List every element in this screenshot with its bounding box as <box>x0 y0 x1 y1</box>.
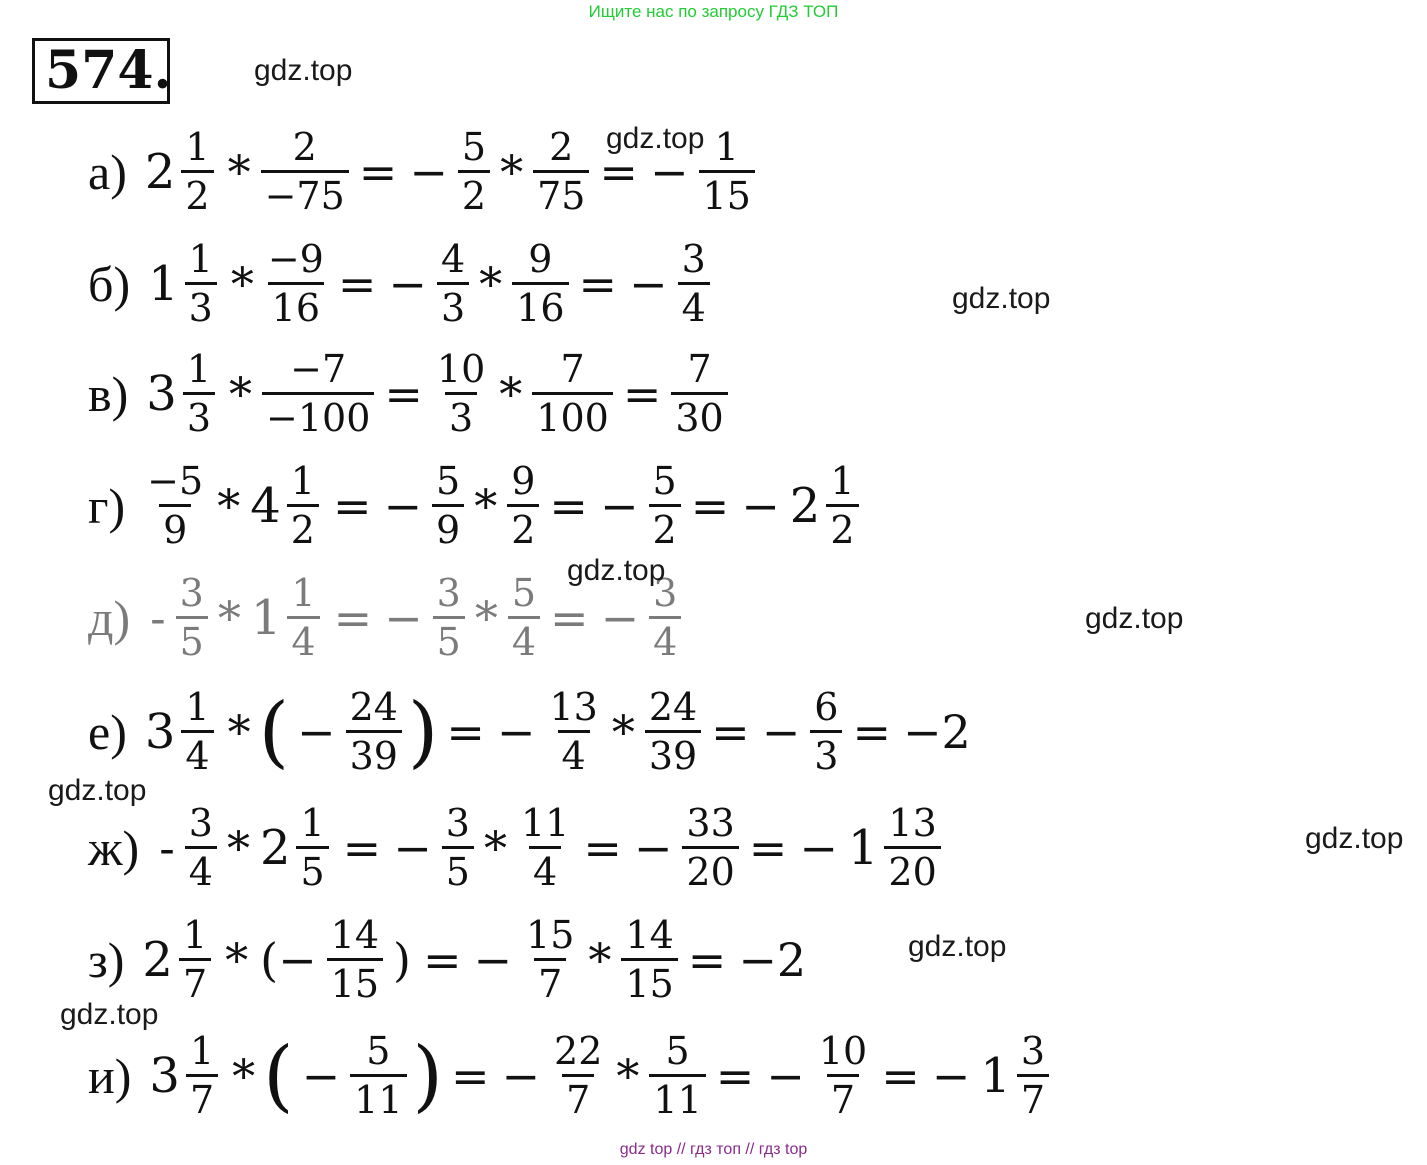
fraction <box>264 237 328 330</box>
operator: * <box>227 704 251 759</box>
operator: − <box>388 256 427 311</box>
operator: = <box>622 366 662 421</box>
operator: * <box>232 1048 256 1103</box>
operator: −2 <box>738 932 807 987</box>
operator: − <box>633 820 673 875</box>
fraction <box>512 237 568 330</box>
denominator: 15 <box>327 958 383 1003</box>
numerator: 1 <box>189 1029 215 1073</box>
operator: − <box>473 932 513 987</box>
operator: * <box>474 590 498 645</box>
mixed-number <box>148 237 221 330</box>
operator: * <box>226 820 250 875</box>
watermark: gdz.top <box>908 930 1007 963</box>
operator: * <box>500 144 524 199</box>
denominator: 3 <box>437 282 469 327</box>
fraction <box>649 1029 705 1122</box>
denominator: 9 <box>432 504 464 549</box>
operator: = <box>333 590 373 645</box>
fraction <box>432 459 464 552</box>
numerator: 14 <box>625 913 674 957</box>
operator: * <box>474 478 498 533</box>
operator: − <box>501 1048 541 1103</box>
numerator: −7 <box>290 347 347 391</box>
denominator: 7 <box>179 958 211 1003</box>
operator: * <box>588 932 612 987</box>
denominator: 4 <box>181 730 213 775</box>
numerator: 15 <box>526 913 575 957</box>
numerator: 5 <box>652 459 677 503</box>
whole-part: 1 <box>148 255 179 312</box>
operator: = <box>852 704 891 759</box>
mixed-number <box>250 571 324 664</box>
fraction <box>287 459 319 552</box>
item-label: и) <box>88 1047 132 1104</box>
operator: − <box>301 1048 341 1103</box>
denominator: 7 <box>1017 1074 1049 1119</box>
denominator: −75 <box>261 170 349 215</box>
watermark: gdz.top <box>60 998 159 1031</box>
operator: = <box>690 478 730 533</box>
operator: − <box>741 478 780 533</box>
whole-part: 3 <box>144 703 176 760</box>
mixed-number <box>142 913 215 1006</box>
fraction <box>442 801 474 894</box>
numerator: 24 <box>648 685 698 729</box>
numerator: 5 <box>461 125 487 169</box>
denominator: 7 <box>534 958 566 1003</box>
operator: = <box>687 932 727 987</box>
operator: − <box>761 704 801 759</box>
fraction <box>346 685 402 778</box>
operator: = <box>358 144 398 199</box>
item-label: а) <box>88 143 127 200</box>
operator: − <box>799 820 838 875</box>
operator: = <box>384 366 423 421</box>
numerator: 10 <box>818 1029 868 1073</box>
denominator: 4 <box>558 730 590 775</box>
numerator: 1 <box>182 913 208 957</box>
fraction <box>649 459 681 552</box>
numerator: 5 <box>436 459 461 503</box>
parenthesis: ) <box>407 686 439 777</box>
search-hint: Ищите нас по запросу ГДЗ ТОП <box>588 2 839 21</box>
denominator: 4 <box>649 616 681 661</box>
numerator: 5 <box>665 1029 690 1073</box>
fraction <box>550 1029 606 1122</box>
operator: = <box>450 1048 490 1103</box>
parenthesis: ( <box>258 686 290 777</box>
denominator: 2 <box>507 504 539 549</box>
fraction <box>678 237 710 330</box>
whole-part: 2 <box>142 931 173 988</box>
fraction <box>327 913 383 1006</box>
watermark: gdz.top <box>1305 822 1404 855</box>
denominator: 3 <box>183 392 215 437</box>
operator: − <box>600 590 640 645</box>
operator: = <box>549 478 588 533</box>
denominator: 20 <box>884 846 940 891</box>
fraction <box>185 237 217 330</box>
whole-part: 2 <box>789 477 821 534</box>
denominator: 5 <box>442 846 474 891</box>
operator: = <box>550 590 589 645</box>
denominator: 16 <box>268 282 324 327</box>
mixed-number <box>847 801 945 894</box>
operator: = <box>715 1048 755 1103</box>
equation-row <box>88 571 685 664</box>
denominator: 16 <box>512 282 568 327</box>
denominator: 4 <box>287 616 319 661</box>
denominator: 75 <box>533 170 589 215</box>
numerator: 7 <box>560 347 585 391</box>
numerator: 33 <box>686 801 735 845</box>
fraction <box>699 125 755 218</box>
operator: * <box>217 590 241 645</box>
watermark: gdz.top <box>1085 602 1184 635</box>
operator: = <box>342 820 382 875</box>
denominator: 3 <box>445 392 477 437</box>
operator: ) <box>393 932 411 987</box>
operator: − <box>383 478 423 533</box>
fraction <box>508 571 540 664</box>
item-label: ж) <box>88 819 140 876</box>
operator: = <box>578 256 618 311</box>
numerator: 3 <box>188 801 213 845</box>
operator: = <box>337 256 377 311</box>
fraction <box>181 125 213 218</box>
fraction <box>682 801 738 894</box>
fraction <box>186 1029 218 1122</box>
operator: * <box>230 256 254 311</box>
numerator: 1 <box>300 801 325 845</box>
operator: = <box>881 1048 920 1103</box>
operator: * <box>616 1048 640 1103</box>
numerator: 2 <box>549 125 574 169</box>
denominator: 7 <box>827 1074 859 1119</box>
numerator: 3 <box>179 571 204 615</box>
denominator: 2 <box>458 170 490 215</box>
denominator: 30 <box>671 392 727 437</box>
whole-part: 1 <box>980 1047 1011 1104</box>
fraction <box>810 685 842 778</box>
fraction <box>181 685 213 778</box>
item-label: е) <box>88 703 127 760</box>
denominator: 100 <box>532 392 613 437</box>
item-label: в) <box>88 365 129 422</box>
equation-row <box>88 347 732 440</box>
mixed-number <box>149 1029 222 1122</box>
fraction <box>179 913 211 1006</box>
fraction <box>645 685 701 778</box>
equation-row <box>88 1029 1057 1122</box>
fraction <box>671 347 727 440</box>
equation-row <box>88 913 812 1006</box>
denominator: 7 <box>562 1074 594 1119</box>
fraction <box>433 571 465 664</box>
fraction <box>185 801 217 894</box>
whole-part: 4 <box>250 477 281 534</box>
numerator: 1 <box>830 459 855 503</box>
fraction <box>532 347 613 440</box>
denominator: 2 <box>649 504 681 549</box>
numerator: 4 <box>440 237 466 281</box>
denominator: 5 <box>176 616 208 661</box>
numerator: 13 <box>888 801 937 845</box>
operator: * <box>225 932 249 987</box>
item-label: з) <box>88 931 125 988</box>
denominator: 11 <box>350 1074 406 1119</box>
operator: − <box>384 590 423 645</box>
operator: − <box>599 478 639 533</box>
fraction <box>649 571 681 664</box>
numerator: 11 <box>520 801 570 845</box>
operator: * <box>227 144 251 199</box>
operator: −2 <box>903 704 971 759</box>
numerator: 3 <box>445 801 470 845</box>
operator: − <box>409 144 448 199</box>
whole-part: 3 <box>146 365 177 422</box>
numerator: 1 <box>291 571 316 615</box>
mixed-number <box>980 1029 1053 1122</box>
denominator: 4 <box>529 846 561 891</box>
operator: * <box>483 820 507 875</box>
operator: = <box>599 144 638 199</box>
operator: * <box>611 704 635 759</box>
denominator: 3 <box>810 730 842 775</box>
numerator: 3 <box>681 237 706 281</box>
fraction <box>517 801 573 894</box>
denominator: 5 <box>433 616 465 661</box>
fraction <box>287 571 319 664</box>
fraction <box>884 801 940 894</box>
whole-part: 2 <box>259 819 291 876</box>
fraction <box>621 913 677 1006</box>
denominator: 7 <box>186 1074 218 1119</box>
whole-part: 3 <box>149 1047 180 1104</box>
operator: = <box>446 704 485 759</box>
numerator: 1 <box>188 237 213 281</box>
operator: * <box>217 478 241 533</box>
numerator: 1 <box>714 125 739 169</box>
numerator: 9 <box>511 459 536 503</box>
equation-row <box>88 237 714 330</box>
denominator: 15 <box>621 958 677 1003</box>
operator: - <box>159 820 175 875</box>
numerator: 24 <box>349 685 398 729</box>
denominator: 39 <box>346 730 402 775</box>
item-label: г) <box>88 477 126 534</box>
equation-row <box>88 125 759 218</box>
item-label: б) <box>88 255 131 312</box>
fraction <box>261 125 349 218</box>
fraction <box>433 347 489 440</box>
watermark: gdz.top <box>567 554 666 587</box>
denominator: 9 <box>159 504 191 549</box>
numerator: 1 <box>290 459 315 503</box>
watermark: gdz.top <box>606 122 705 155</box>
mixed-number <box>146 347 219 440</box>
denominator: 2 <box>181 170 213 215</box>
whole-part: 1 <box>847 819 879 876</box>
operator: − <box>496 704 536 759</box>
numerator: 3 <box>436 571 461 615</box>
numerator: 13 <box>549 685 598 729</box>
denominator: 2 <box>826 504 858 549</box>
watermark: gdz.top <box>952 282 1051 315</box>
operator: − <box>931 1048 971 1103</box>
mixed-number <box>144 685 218 778</box>
watermark: gdz.top <box>48 774 147 807</box>
whole-part: 1 <box>250 589 282 646</box>
parenthesis: ) <box>412 1030 443 1121</box>
fraction <box>458 125 490 218</box>
denominator: 4 <box>508 616 540 661</box>
operator: − <box>766 1048 805 1103</box>
denominator: 20 <box>682 846 738 891</box>
fraction <box>176 571 208 664</box>
operator: * <box>229 366 252 421</box>
equation-row <box>88 685 977 778</box>
mixed-number <box>789 459 863 552</box>
numerator: 1 <box>185 685 210 729</box>
denominator: 4 <box>678 282 710 327</box>
denominator: 39 <box>645 730 701 775</box>
fraction <box>262 347 374 440</box>
denominator: 5 <box>296 846 328 891</box>
operator: = <box>332 478 372 533</box>
equation-row <box>88 459 867 552</box>
operator: * <box>479 256 503 311</box>
numerator: 1 <box>186 347 211 391</box>
operator: − <box>649 144 689 199</box>
item-label: д) <box>88 589 131 646</box>
mixed-number <box>144 125 218 218</box>
mixed-number <box>259 801 333 894</box>
fraction <box>507 459 539 552</box>
numerator: −9 <box>267 237 324 281</box>
operator: = <box>583 820 622 875</box>
fraction <box>183 347 215 440</box>
operator: − <box>393 820 432 875</box>
fraction <box>1017 1029 1049 1122</box>
fraction <box>545 685 601 778</box>
operator: (− <box>260 932 317 987</box>
operator: = <box>422 932 462 987</box>
numerator: 14 <box>330 913 379 957</box>
parenthesis: ( <box>263 1030 294 1121</box>
problem-number: 574. <box>32 38 170 104</box>
operator: = <box>748 820 788 875</box>
numerator: 22 <box>554 1029 603 1073</box>
fraction <box>437 237 469 330</box>
denominator: 4 <box>185 846 217 891</box>
operator: - <box>150 590 166 645</box>
fraction <box>815 1029 871 1122</box>
numerator: −5 <box>147 459 204 503</box>
numerator: 3 <box>653 571 678 615</box>
numerator: 7 <box>687 347 712 391</box>
operator: − <box>629 256 668 311</box>
denominator: 3 <box>185 282 217 327</box>
numerator: 1 <box>185 125 210 169</box>
numerator: 10 <box>436 347 486 391</box>
denominator: 15 <box>699 170 755 215</box>
numerator: 5 <box>511 571 537 615</box>
watermark: gdz.top <box>254 54 353 87</box>
mixed-number <box>250 459 323 552</box>
operator: = <box>711 704 750 759</box>
denominator: −100 <box>262 392 374 437</box>
numerator: 2 <box>292 125 317 169</box>
equation-row <box>88 801 949 894</box>
fraction <box>296 801 328 894</box>
footer-note: gdz top // гдз топ // гдз top <box>619 1141 808 1158</box>
numerator: 9 <box>528 237 553 281</box>
numerator: 3 <box>1020 1029 1046 1073</box>
fraction <box>533 125 589 218</box>
whole-part: 2 <box>144 143 176 200</box>
denominator: 2 <box>287 504 319 549</box>
fraction <box>143 459 207 552</box>
fraction <box>350 1029 406 1122</box>
denominator: 11 <box>649 1074 705 1119</box>
operator: * <box>499 366 523 421</box>
fraction <box>826 459 858 552</box>
fraction <box>522 913 578 1006</box>
numerator: 6 <box>814 685 839 729</box>
operator: − <box>297 704 336 759</box>
numerator: 5 <box>366 1029 391 1073</box>
